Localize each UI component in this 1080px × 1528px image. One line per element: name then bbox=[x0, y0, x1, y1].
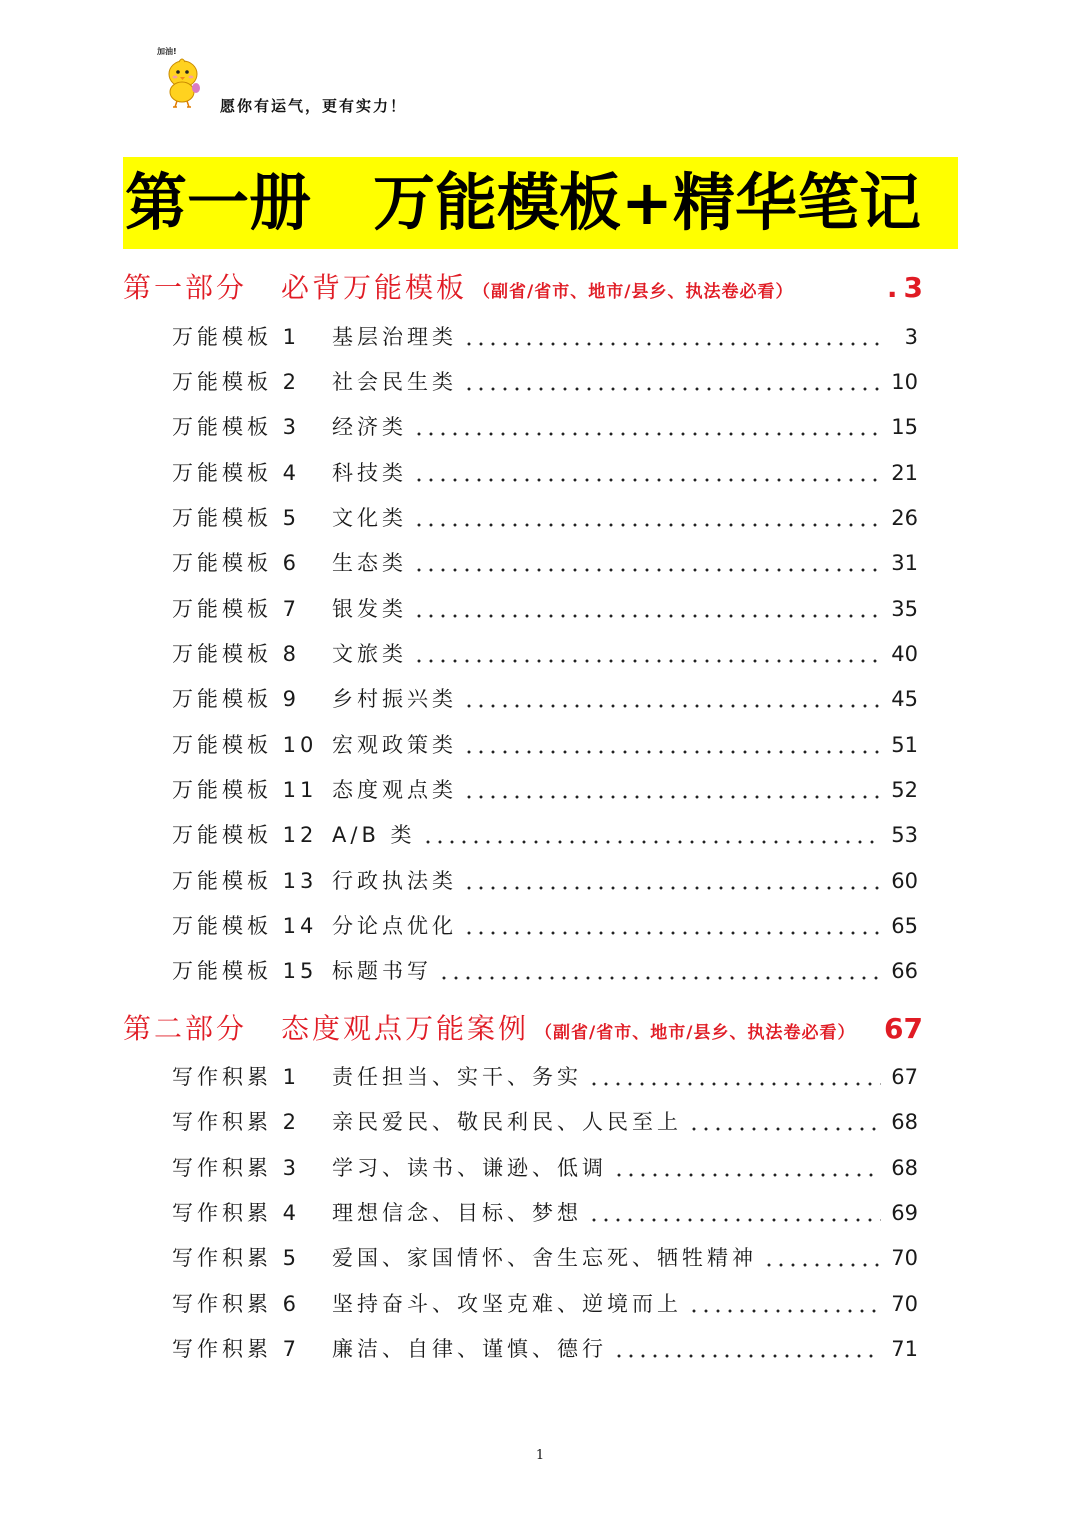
entry-title: 银发类 bbox=[332, 597, 407, 621]
entry-page-number: 3 bbox=[904, 325, 918, 349]
motto-text: 愿你有运气，更有实力！ bbox=[220, 97, 408, 115]
entry-title: 理想信念、目标、梦想 bbox=[332, 1201, 582, 1225]
page-number: 1 bbox=[535, 1448, 545, 1463]
entry-page-number: 52 bbox=[891, 778, 918, 802]
entry-page-number: 31 bbox=[891, 551, 918, 575]
part-heading-2[interactable] bbox=[123, 1007, 923, 1051]
entry-label: 写作积累 4 bbox=[172, 1201, 301, 1225]
toc-entry[interactable] bbox=[172, 1106, 918, 1140]
entry-title: 社会民生类 bbox=[332, 370, 457, 394]
entry-label: 万能模板 10 bbox=[172, 733, 318, 757]
entry-title: 文旅类 bbox=[332, 642, 407, 666]
entry-title: 廉洁、自律、谨慎、德行 bbox=[332, 1337, 607, 1361]
toc-entry[interactable] bbox=[172, 819, 918, 853]
leader-dots bbox=[438, 975, 881, 981]
entry-title: 乡村振兴类 bbox=[332, 687, 457, 711]
leader-dots bbox=[413, 477, 881, 483]
entry-label: 万能模板 13 bbox=[172, 869, 318, 893]
leader-dots bbox=[463, 341, 882, 347]
entry-page-number: 70 bbox=[891, 1292, 918, 1316]
entry-label: 万能模板 1 bbox=[172, 325, 301, 349]
toc-entry[interactable] bbox=[172, 502, 918, 536]
entry-title: 生态类 bbox=[332, 551, 407, 575]
entry-label: 万能模板 8 bbox=[172, 642, 301, 666]
entry-title: 宏观政策类 bbox=[332, 733, 457, 757]
entry-label: 写作积累 2 bbox=[172, 1110, 301, 1134]
entry-label: 万能模板 7 bbox=[172, 597, 301, 621]
entry-label: 万能模板 3 bbox=[172, 415, 301, 439]
part-note: （副省/省市、地市/县乡、执法卷必看） bbox=[535, 1023, 856, 1043]
part-note: （副省/省市、地市/县乡、执法卷必看） bbox=[473, 282, 794, 302]
entry-page-number: 53 bbox=[891, 823, 918, 847]
leader-dots bbox=[413, 522, 881, 528]
entry-label: 写作积累 6 bbox=[172, 1292, 301, 1316]
leader-dots bbox=[422, 839, 882, 845]
logo-badge-text: 加油! bbox=[157, 47, 177, 56]
entry-page-number: 66 bbox=[891, 959, 918, 983]
volume-label: 第一册 bbox=[125, 166, 312, 239]
toc-entry[interactable] bbox=[172, 1061, 918, 1095]
entry-page-number: 68 bbox=[891, 1156, 918, 1180]
leader-dots bbox=[588, 1217, 881, 1223]
entry-page-number: 35 bbox=[891, 597, 918, 621]
leader-dots bbox=[688, 1308, 881, 1314]
toc-entry[interactable] bbox=[172, 321, 918, 355]
entry-title: 爱国、家国情怀、舍生忘死、牺牲精神 bbox=[332, 1246, 757, 1270]
entry-label: 万能模板 5 bbox=[172, 506, 301, 530]
leader-dots bbox=[688, 1126, 881, 1132]
entry-page-number: 26 bbox=[891, 506, 918, 530]
toc-entry[interactable] bbox=[172, 411, 918, 445]
entry-title: 标题书写 bbox=[332, 959, 432, 983]
leader-dots bbox=[463, 794, 881, 800]
entry-title: 态度观点类 bbox=[332, 778, 457, 802]
entry-label: 写作积累 5 bbox=[172, 1246, 301, 1270]
entry-title: 经济类 bbox=[332, 415, 407, 439]
entry-label: 万能模板 11 bbox=[172, 778, 318, 802]
entry-page-number: 10 bbox=[891, 370, 918, 394]
toc-entry[interactable] bbox=[172, 638, 918, 672]
toc-entry[interactable] bbox=[172, 683, 918, 717]
entry-label: 万能模板 4 bbox=[172, 461, 301, 485]
entry-page-number: 65 bbox=[891, 914, 918, 938]
toc-entry[interactable] bbox=[172, 366, 918, 400]
part-page-number: 67 bbox=[884, 1012, 923, 1045]
entry-page-number: 60 bbox=[891, 869, 918, 893]
part-title: 态度观点万能案例 bbox=[281, 1012, 530, 1045]
entry-label: 写作积累 1 bbox=[172, 1065, 301, 1089]
leader-dots bbox=[463, 885, 881, 891]
entry-label: 写作积累 7 bbox=[172, 1337, 301, 1361]
entry-label: 万能模板 12 bbox=[172, 823, 318, 847]
leader-dots bbox=[613, 1353, 881, 1359]
toc-entry[interactable] bbox=[172, 729, 918, 763]
document-title: 万能模板+精华笔记 bbox=[373, 166, 921, 239]
leader-dots bbox=[413, 431, 881, 437]
part-number: 第一部分 bbox=[123, 271, 248, 304]
entry-page-number: 51 bbox=[891, 733, 918, 757]
entry-title: 基层治理类 bbox=[332, 325, 457, 349]
document-title-bar bbox=[123, 157, 958, 249]
toc-entry[interactable] bbox=[172, 1197, 918, 1231]
entry-title: 亲民爱民、敬民利民、人民至上 bbox=[332, 1110, 682, 1134]
part-leader-dots: . bbox=[886, 271, 898, 304]
entry-page-number: 71 bbox=[891, 1337, 918, 1361]
leader-dots bbox=[588, 1081, 881, 1087]
entry-title: 学习、读书、谦逊、低调 bbox=[332, 1156, 607, 1180]
part-page-number: 3 bbox=[903, 271, 923, 304]
entry-label: 万能模板 15 bbox=[172, 959, 318, 983]
entry-title: 文化类 bbox=[332, 506, 407, 530]
part-number: 第二部分 bbox=[123, 1012, 248, 1045]
toc-entry[interactable] bbox=[172, 457, 918, 491]
toc-entry[interactable] bbox=[172, 1242, 918, 1276]
chick-mascot-logo bbox=[155, 44, 215, 110]
entry-label: 写作积累 3 bbox=[172, 1156, 301, 1180]
leader-dots bbox=[763, 1262, 881, 1268]
toc-entry[interactable] bbox=[172, 547, 918, 581]
leader-dots bbox=[463, 386, 881, 392]
part-title: 必背万能模板 bbox=[281, 271, 468, 304]
part-heading-1[interactable] bbox=[123, 266, 923, 310]
entry-page-number: 69 bbox=[891, 1201, 918, 1225]
toc-entry[interactable] bbox=[172, 1152, 918, 1186]
leader-dots bbox=[413, 613, 881, 619]
entry-page-number: 67 bbox=[891, 1065, 918, 1089]
toc-entry[interactable] bbox=[172, 955, 918, 989]
toc-entry[interactable] bbox=[172, 1288, 918, 1322]
toc-entry[interactable] bbox=[172, 1333, 918, 1367]
leader-dots bbox=[463, 930, 881, 936]
toc-entry[interactable] bbox=[172, 865, 918, 899]
leader-dots bbox=[463, 749, 881, 755]
entry-page-number: 45 bbox=[891, 687, 918, 711]
entry-page-number: 15 bbox=[891, 415, 918, 439]
entry-title: 分论点优化 bbox=[332, 914, 457, 938]
entry-label: 万能模板 2 bbox=[172, 370, 301, 394]
leader-dots bbox=[463, 703, 881, 709]
entry-title: 行政执法类 bbox=[332, 869, 457, 893]
entry-title: 责任担当、实干、务实 bbox=[332, 1065, 582, 1089]
leader-dots bbox=[413, 658, 881, 664]
entry-page-number: 70 bbox=[891, 1246, 918, 1270]
toc-entry[interactable] bbox=[172, 593, 918, 627]
entry-label: 万能模板 6 bbox=[172, 551, 301, 575]
entry-title: 坚持奋斗、攻坚克难、逆境而上 bbox=[332, 1292, 682, 1316]
leader-dots bbox=[613, 1172, 881, 1178]
toc-entry[interactable] bbox=[172, 774, 918, 808]
entry-label: 万能模板 14 bbox=[172, 914, 318, 938]
entry-page-number: 68 bbox=[891, 1110, 918, 1134]
entry-label: 万能模板 9 bbox=[172, 687, 301, 711]
toc-entry[interactable] bbox=[172, 910, 918, 944]
entry-title: 科技类 bbox=[332, 461, 407, 485]
leader-dots bbox=[413, 567, 881, 573]
entry-page-number: 21 bbox=[891, 461, 918, 485]
entry-page-number: 40 bbox=[891, 642, 918, 666]
entry-title: A/B 类 bbox=[332, 823, 416, 847]
